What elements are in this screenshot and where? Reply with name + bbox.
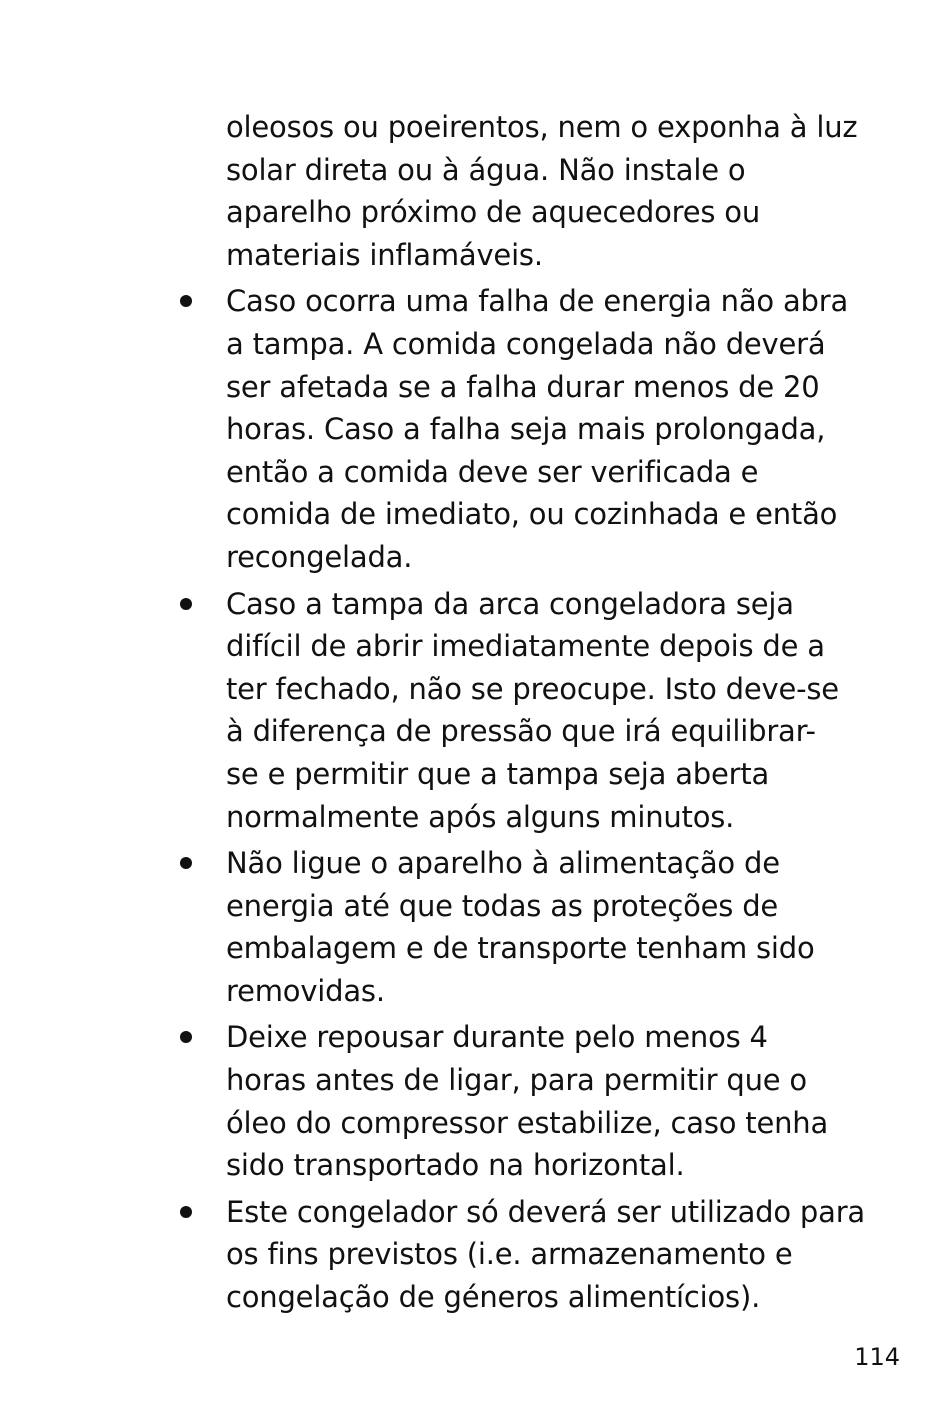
list-item-line: recongelada. xyxy=(226,539,413,574)
list-item-line: Caso ocorra uma falha de energia não abra xyxy=(226,284,849,319)
list-item-line: Este congelador só deverá ser utilizado para xyxy=(226,1194,865,1229)
list-item-line: removidas. xyxy=(226,973,385,1008)
bullet-icon xyxy=(180,295,192,307)
bullet-icon xyxy=(180,1031,192,1043)
list-item-line: comida de imediato, ou cozinhada e então xyxy=(226,497,838,532)
list-item-line: aparelho próximo de aquecedores ou xyxy=(226,195,761,230)
list-item-line: difícil de abrir imediatamente depois de a xyxy=(226,629,825,664)
list-item xyxy=(226,1016,866,1186)
list-item-continuation xyxy=(226,106,866,276)
bullet-icon xyxy=(180,1206,192,1218)
list-item-line: sido transportado na horizontal. xyxy=(226,1148,685,1183)
list-item xyxy=(226,842,866,1012)
list-item-line: solar direta ou à água. Não instale o xyxy=(226,152,746,187)
list-item-line: materiais inflamáveis. xyxy=(226,237,543,272)
list-item-line: horas antes de ligar, para permitir que o xyxy=(226,1063,807,1098)
list-item-line: ter fechado, não se preocupe. Isto deve-se xyxy=(226,671,839,706)
list-item-line: Não ligue o aparelho à alimentação de xyxy=(226,846,780,881)
list-item-line: energia até que todas as proteções de xyxy=(226,888,779,923)
list-item-line: Caso a tampa da arca congeladora seja xyxy=(226,586,794,621)
list-item-line: Deixe repousar durante pelo menos 4 xyxy=(226,1020,768,1055)
page-number: 114 xyxy=(854,1343,900,1371)
list-item-line: congelação de géneros alimentícios). xyxy=(226,1280,761,1315)
list-item-line: normalmente após alguns minutos. xyxy=(226,799,735,834)
list-item-line: oleosos ou poeirentos, nem o exponha à luz xyxy=(226,110,858,144)
list-item xyxy=(226,583,866,839)
list-item-line: óleo do compressor estabilize, caso tenha xyxy=(226,1105,829,1140)
bullet-icon xyxy=(180,598,192,610)
list-item xyxy=(226,280,866,578)
list-item-line: embalagem e de transporte tenham sido xyxy=(226,931,815,966)
bullet-list xyxy=(226,106,866,1319)
list-item-line: se e permitir que a tampa seja aberta xyxy=(226,756,770,791)
list-item-line: então a comida deve ser verificada e xyxy=(226,454,759,489)
bullet-icon xyxy=(180,857,192,869)
list-item-line: os fins previstos (i.e. armazenamento e xyxy=(226,1237,793,1272)
list-item-line: ser afetada se a falha durar menos de 20 xyxy=(226,369,820,404)
list-item-line: à diferença de pressão que irá equilibrar- xyxy=(226,714,816,749)
list-item xyxy=(226,1191,866,1319)
list-item-line: a tampa. A comida congelada não deverá xyxy=(226,326,826,361)
list-item-line: horas. Caso a falha seja mais prolongada, xyxy=(226,412,826,447)
